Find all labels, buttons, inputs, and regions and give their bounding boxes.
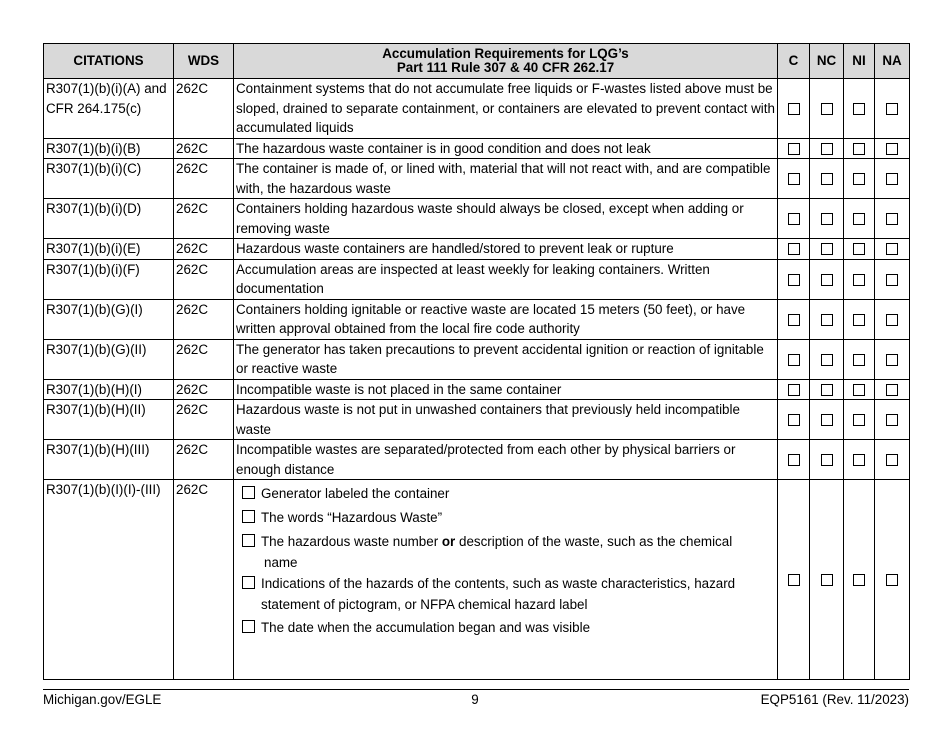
ni-cell xyxy=(844,379,875,400)
wds-cell: 262C xyxy=(174,199,234,239)
wds-cell: 262C xyxy=(174,299,234,339)
checkbox-ni[interactable] xyxy=(853,213,865,225)
header-requirements xyxy=(234,44,778,79)
table-row xyxy=(44,259,910,299)
checkbox-generator-labeled[interactable] xyxy=(242,486,255,499)
header-nc: NC xyxy=(810,44,844,79)
table-row xyxy=(44,138,910,159)
citation-cell: R307(1)(b)(i)(A) and CFR 264.175(c) xyxy=(44,79,174,139)
table-row xyxy=(44,379,910,400)
c-cell xyxy=(778,440,810,480)
ni-cell xyxy=(844,138,875,159)
c-cell xyxy=(778,159,810,199)
checkbox-waste-number[interactable] xyxy=(242,534,255,547)
checkbox-hazardous-waste-words[interactable] xyxy=(242,510,255,523)
label-item-generator-labeled: Generator labeled the container xyxy=(236,483,775,504)
nc-cell xyxy=(810,199,844,239)
c-cell xyxy=(778,339,810,379)
checkbox-na[interactable] xyxy=(886,213,898,225)
requirement-cell: Hazardous waste containers are handled/stored to prevent leak or rupture xyxy=(234,239,778,260)
requirements-table xyxy=(43,43,910,680)
checkbox-nc[interactable] xyxy=(821,213,833,225)
requirement-cell: Incompatible waste is not placed in the same container xyxy=(234,379,778,400)
requirement-cell: The generator has taken precautions to prevent accidental ignition or reaction of ignitable or reactive waste xyxy=(234,339,778,379)
table-row xyxy=(44,79,910,139)
c-cell xyxy=(778,480,810,680)
ni-cell xyxy=(844,79,875,139)
checkbox-nc[interactable] xyxy=(821,314,833,326)
checkbox-nc[interactable] xyxy=(821,173,833,185)
na-cell xyxy=(875,400,910,440)
footer-page-number: 9 xyxy=(471,692,479,707)
labeling-requirements-cell xyxy=(234,480,778,680)
checkbox-ni[interactable] xyxy=(853,574,865,586)
checkbox-na[interactable] xyxy=(886,354,898,366)
na-cell xyxy=(875,199,910,239)
requirement-cell: Containers holding hazardous waste should always be closed, except when adding or removing waste xyxy=(234,199,778,239)
label-item-accumulation-date: The date when the accumulation began and was visible xyxy=(236,617,775,638)
checkbox-na[interactable] xyxy=(886,314,898,326)
c-cell xyxy=(778,199,810,239)
table-row xyxy=(44,339,910,379)
citation-cell: R307(1)(b)(G)(I) xyxy=(44,299,174,339)
requirement-cell: Accumulation areas are inspected at least weekly for leaking containers. Written documentation xyxy=(234,259,778,299)
checkbox-ni[interactable] xyxy=(853,384,865,396)
wds-cell: 262C xyxy=(174,159,234,199)
c-cell xyxy=(778,239,810,260)
checkbox-na[interactable] xyxy=(886,414,898,426)
citation-cell: R307(1)(b)(i)(F) xyxy=(44,259,174,299)
header-ni: NI xyxy=(844,44,875,79)
checkbox-accumulation-date[interactable] xyxy=(242,620,255,633)
nc-cell xyxy=(810,138,844,159)
table-row xyxy=(44,239,910,260)
na-cell xyxy=(875,259,910,299)
checkbox-ni[interactable] xyxy=(853,173,865,185)
checkbox-c[interactable] xyxy=(788,213,800,225)
checkbox-c[interactable] xyxy=(788,384,800,396)
wds-cell: 262C xyxy=(174,79,234,139)
checkbox-nc[interactable] xyxy=(821,454,833,466)
table-row xyxy=(44,159,910,199)
footer-website: Michigan.gov/EGLE xyxy=(43,692,162,707)
wds-cell: 262C xyxy=(174,138,234,159)
na-cell xyxy=(875,339,910,379)
checkbox-ni[interactable] xyxy=(853,103,865,115)
wds-cell: 262C xyxy=(174,379,234,400)
nc-cell xyxy=(810,259,844,299)
wds-cell: 262C xyxy=(174,259,234,299)
checkbox-c[interactable] xyxy=(788,173,800,185)
citation-cell: R307(1)(b)(H)(II) xyxy=(44,400,174,440)
checkbox-hazard-indications[interactable] xyxy=(242,576,255,589)
nc-cell xyxy=(810,480,844,680)
citation-cell: R307(1)(b)(I)(I)-(III) xyxy=(44,480,174,680)
checkbox-na[interactable] xyxy=(886,103,898,115)
checkbox-ni[interactable] xyxy=(853,314,865,326)
wds-cell: 262C xyxy=(174,400,234,440)
ni-cell xyxy=(844,400,875,440)
ni-cell xyxy=(844,299,875,339)
checkbox-ni[interactable] xyxy=(853,243,865,255)
wds-cell: 262C xyxy=(174,440,234,480)
checkbox-c[interactable] xyxy=(788,143,800,155)
requirement-cell: Incompatible wastes are separated/protected from each other by physical barriers or enough distance xyxy=(234,440,778,480)
ni-cell xyxy=(844,259,875,299)
table-row xyxy=(44,299,910,339)
nc-cell xyxy=(810,339,844,379)
header-na: NA xyxy=(875,44,910,79)
checkbox-c[interactable] xyxy=(788,354,800,366)
c-cell xyxy=(778,138,810,159)
c-cell xyxy=(778,259,810,299)
checkbox-ni[interactable] xyxy=(853,143,865,155)
citation-cell: R307(1)(b)(H)(I) xyxy=(44,379,174,400)
citation-cell: R307(1)(b)(i)(D) xyxy=(44,199,174,239)
nc-cell xyxy=(810,440,844,480)
label-item-hazard-indications: Indications of the hazards of the contents, such as waste characteristics, hazard statement of pictogram, or NFPA chemical hazard label xyxy=(236,573,775,615)
checkbox-nc[interactable] xyxy=(821,574,833,586)
ni-cell xyxy=(844,339,875,379)
requirement-cell: The hazardous waste container is in good condition and does not leak xyxy=(234,138,778,159)
c-cell xyxy=(778,79,810,139)
na-cell xyxy=(875,79,910,139)
c-cell xyxy=(778,400,810,440)
na-cell xyxy=(875,440,910,480)
header-c: C xyxy=(778,44,810,79)
c-cell xyxy=(778,299,810,339)
c-cell xyxy=(778,379,810,400)
na-cell xyxy=(875,480,910,680)
checkbox-c[interactable] xyxy=(788,454,800,466)
checkbox-nc[interactable] xyxy=(821,274,833,286)
footer-divider xyxy=(43,689,909,690)
checkbox-na[interactable] xyxy=(886,454,898,466)
na-cell xyxy=(875,239,910,260)
ni-cell xyxy=(844,480,875,680)
checkbox-ni[interactable] xyxy=(853,354,865,366)
na-cell xyxy=(875,138,910,159)
checkbox-nc[interactable] xyxy=(821,354,833,366)
checkbox-c[interactable] xyxy=(788,314,800,326)
requirement-cell: Containment systems that do not accumulate free liquids or F-wastes listed above must be sloped, drained to separate containment, or containers are elevated to prevent contact with accumulated liquids xyxy=(234,79,778,139)
checkbox-ni[interactable] xyxy=(853,274,865,286)
citation-cell: R307(1)(b)(i)(E) xyxy=(44,239,174,260)
checkbox-c[interactable] xyxy=(788,103,800,115)
citation-cell: R307(1)(b)(G)(II) xyxy=(44,339,174,379)
ni-cell xyxy=(844,199,875,239)
nc-cell xyxy=(810,299,844,339)
header-citations: CITATIONS xyxy=(44,44,174,79)
table-row xyxy=(44,400,910,440)
citation-cell: R307(1)(b)(i)(C) xyxy=(44,159,174,199)
header-wds: WDS xyxy=(174,44,234,79)
header-requirements-line1: Accumulation Requirements for LQG’s xyxy=(382,46,629,61)
wds-cell: 262C xyxy=(174,239,234,260)
ni-cell xyxy=(844,159,875,199)
requirement-cell: Hazardous waste is not put in unwashed containers that previously held incompatible waste xyxy=(234,400,778,440)
checkbox-nc[interactable] xyxy=(821,414,833,426)
checkbox-c[interactable] xyxy=(788,274,800,286)
na-cell xyxy=(875,299,910,339)
checkbox-ni[interactable] xyxy=(853,454,865,466)
checkbox-na[interactable] xyxy=(886,143,898,155)
checkbox-na[interactable] xyxy=(886,384,898,396)
checkbox-ni[interactable] xyxy=(853,414,865,426)
checkbox-nc[interactable] xyxy=(821,243,833,255)
checkbox-c[interactable] xyxy=(788,574,800,586)
wds-cell: 262C xyxy=(174,339,234,379)
nc-cell xyxy=(810,79,844,139)
label-item-hazardous-waste-words: The words “Hazardous Waste” xyxy=(236,507,775,528)
nc-cell xyxy=(810,400,844,440)
checkbox-c[interactable] xyxy=(788,243,800,255)
citation-cell: R307(1)(b)(H)(III) xyxy=(44,440,174,480)
checkbox-na[interactable] xyxy=(886,173,898,185)
checkbox-c[interactable] xyxy=(788,414,800,426)
table-header-row xyxy=(44,44,910,79)
requirement-cell: The container is made of, or lined with, material that will not react with, and are compatible with, the hazardous waste xyxy=(234,159,778,199)
ni-cell xyxy=(844,239,875,260)
checkbox-nc[interactable] xyxy=(821,103,833,115)
nc-cell xyxy=(810,239,844,260)
na-cell xyxy=(875,379,910,400)
label-item-waste-number: The hazardous waste number or description of the waste, such as the chemical name xyxy=(236,531,775,573)
citation-cell: R307(1)(b)(i)(B) xyxy=(44,138,174,159)
ni-cell xyxy=(844,440,875,480)
wds-cell: 262C xyxy=(174,480,234,680)
nc-cell xyxy=(810,379,844,400)
table-row-labeling xyxy=(44,480,910,680)
nc-cell xyxy=(810,159,844,199)
footer-form-number: EQP5161 (Rev. 11/2023) xyxy=(760,692,909,707)
requirement-cell: Containers holding ignitable or reactive waste are located 15 meters (50 feet), or have written approval obtained from the local fire code authority xyxy=(234,299,778,339)
header-requirements-line2: Part 111 Rule 307 & 40 CFR 262.17 xyxy=(396,60,615,75)
checkbox-na[interactable] xyxy=(886,574,898,586)
table-row xyxy=(44,440,910,480)
na-cell xyxy=(875,159,910,199)
checkbox-na[interactable] xyxy=(886,274,898,286)
checkbox-na[interactable] xyxy=(886,243,898,255)
table-row xyxy=(44,199,910,239)
checkbox-nc[interactable] xyxy=(821,143,833,155)
checkbox-nc[interactable] xyxy=(821,384,833,396)
